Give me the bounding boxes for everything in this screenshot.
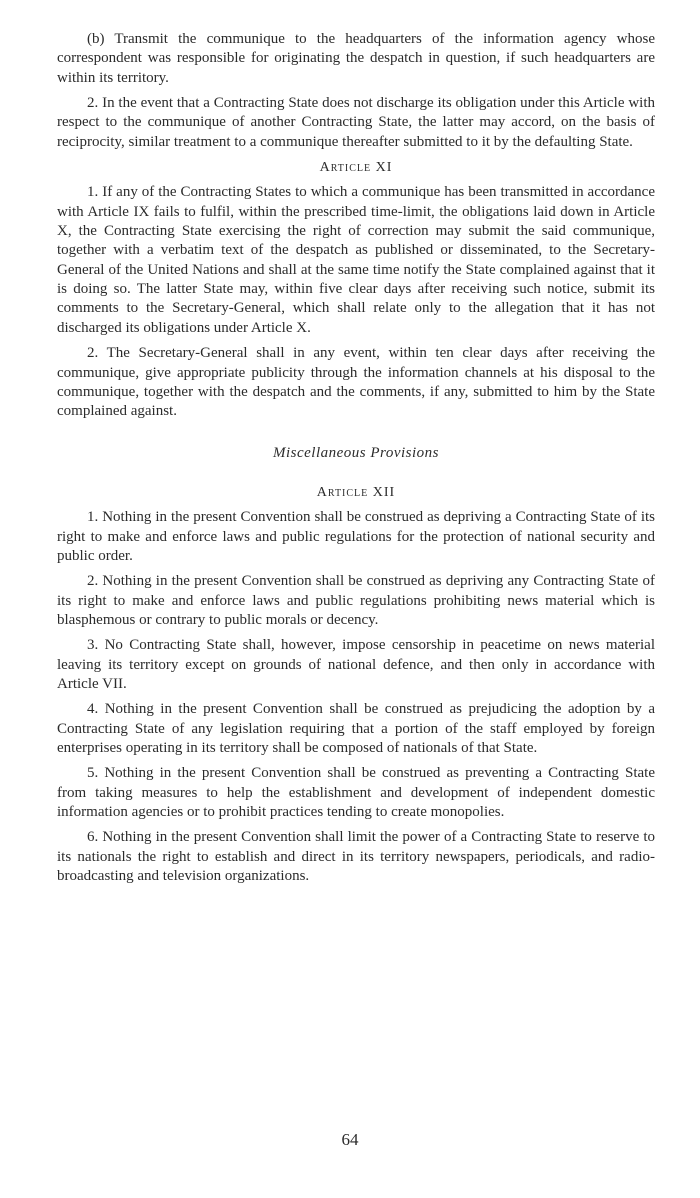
article-xii-paragraph-3: 3. No Contracting State shall, however, impose censorship in peacetime on news material leaving its territory except on grounds of national defence, and then only in accordance with Article VII. [57,637,655,692]
article-xii-heading: Article XII [316,484,396,500]
article-xi-paragraph-1: 1. If any of the Contracting States to which a communique has been transmitted in accordance with Article IX fails to fulfil, within the prescribed time-limit, the obligations laid down in Article X, the Contracting State exercising the right of correction may submit the said communique, together with a verbatim text of the despatch as published or disseminated, to the Secretary-General of the United Nations and shall at the same time notify the State complained against that it is doing so. The latter State may, within five clear days after receiving such notice, submit its comments to the Secretary-General, which shall relate only to the allegation that it has not discharged its obligations under Article X. [57,184,655,336]
article-xii-paragraph-4: 4. Nothing in the present Convention shall be construed as prejudicing the adoption by a Contracting State of any legislation requiring that a portion of the staff employed by foreign enterprises operating in its territory shall be composed of nationals of that State. [57,701,655,756]
article-xii-paragraph-5: 5. Nothing in the present Convention shall be construed as preventing a Contracting State from taking measures to help the establishment and development of independent domestic information agencies or to prohibit practices tending to create monopolies. [57,765,655,821]
miscellaneous-provisions-heading: Miscellaneous Provisions [272,444,439,461]
article-xii-paragraph-6: 6. Nothing in the present Convention shall limit the power of a Contracting State to reserve to its nationals the right to establish and direct in its territory newspapers, periodicals, and radio-broadcasting and television organizations. [57,829,655,885]
paragraph-intro-b: (b) Transmit the communique to the headquarters of the information agency whose correspondent was responsible for originating the despatch in question, if such headquarters are within its territory. [57,31,655,86]
article-xi-paragraph-2: 2. The Secretary-General shall in any event, within ten clear days after receiving the communique, give appropriate publicity through the information channels at his disposal to the communique, together with the despatch and the comments, if any, submitted to him by the State complained against. [57,345,655,420]
page-number: 64 [341,1130,359,1149]
article-xi-heading: Article XI [319,160,393,176]
article-xii-paragraph-1: 1. Nothing in the present Convention shall be construed as depriving a Contracting State of its right to make and enforce laws and public regulations for the protection of national security and public order. [57,509,655,564]
article-xii-paragraph-2: 2. Nothing in the present Convention shall be construed as depriving any Contracting State of its right to make and enforce laws and public regulations prohibiting news material which is blasphemous or contrary to public morals or decency. [57,573,655,628]
document-body [57,30,655,892]
paragraph-intro-2: 2. In the event that a Contracting State does not discharge its obligation under this Article with respect to the communique of another Contracting State, the latter may accord, on the basis of reciprocity, similar treatment to a communique thereafter submitted to it by the defaulting State. [57,95,655,150]
